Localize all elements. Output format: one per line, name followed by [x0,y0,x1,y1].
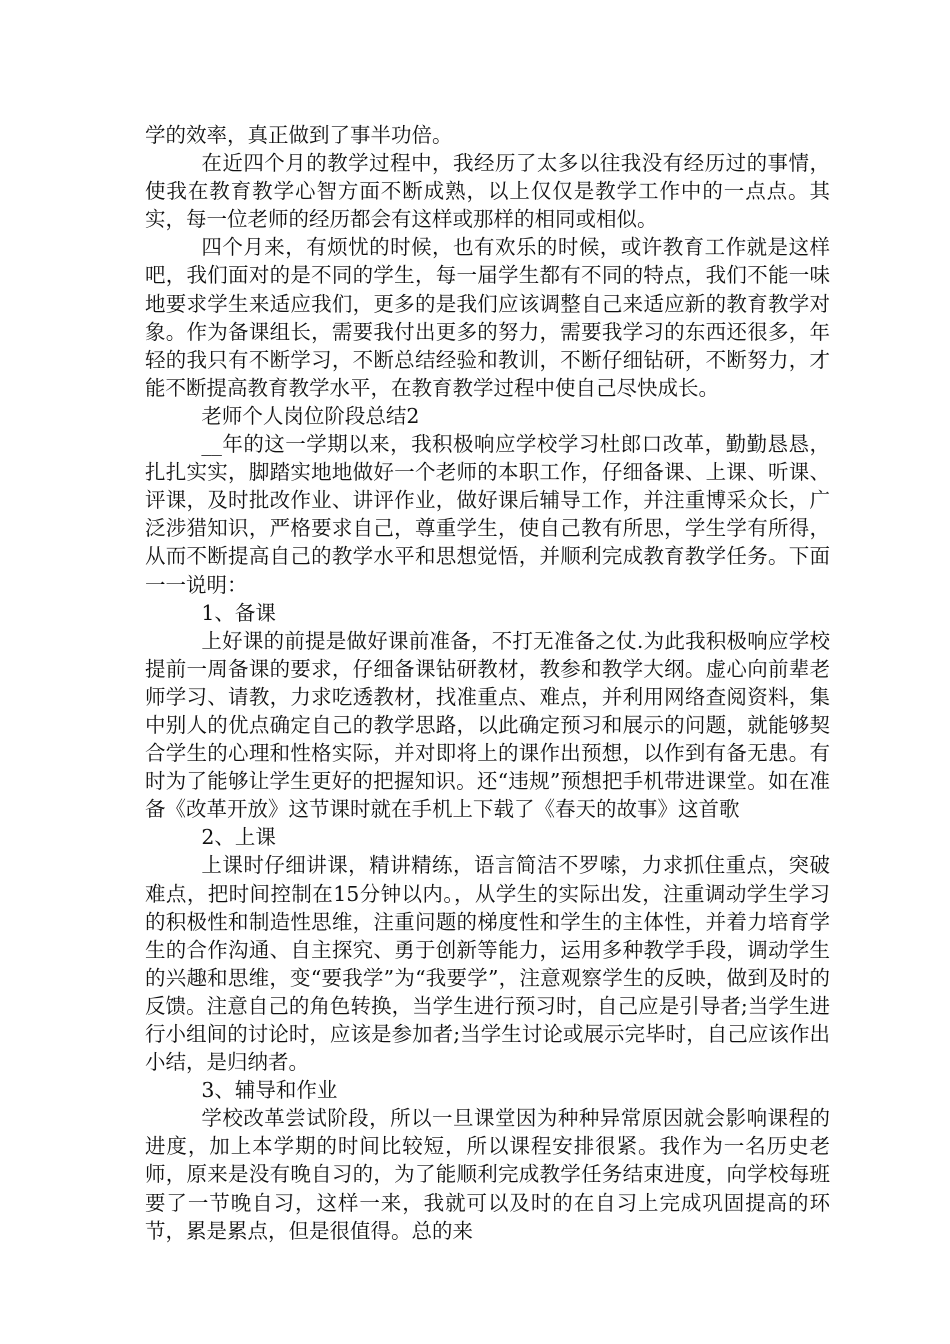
paragraph-efficiency-ending: 学的效率，真正做到了事半功倍。 [145,123,453,147]
heading-lesson-prep: 1、备课 [201,600,276,625]
paragraph-tutoring-homework: 学校改革尝试阶段，所以一旦课堂因为种种异常原因就会影响课程的进度，加上本学期的时间比较短，所以课程安排很紧。我作为一名历史老师，原来是没有晚自习的，为了能顺利完成教学任务结束进度，向学校每班要了一节晚自习，这样一来，我就可以及时的在自习上完成巩固提高的环节，累是累点，但是很值得。总的来 [145,1106,830,1243]
heading-teaching: 2、上课 [201,825,276,850]
document-body [145,121,830,1245]
section-title-summary-2: 老师个人岗位阶段总结2 [201,403,420,428]
paragraph-teaching: 上课时仔细讲课，精讲精练，语言简洁不罗嗦，力求抓住重点，突破难点，把时间控制在15分钟以内。，从学生的实际出发，注重调动学生学习的积极性和制造性思维，注重问题的梯度性和学生的主体性，并着力培育学生的合作沟通、自主探究、勇于创新等能力，运用多种教学手段，调动学生的兴趣和思维，变“要我学”为“我要学”，注意观察学生的反映，做到及时的反馈。注意自己的角色转换，当学生进行预习时，自己应是引导者;当学生进行小组间的讨论时，应该是参加者;当学生讨论或展示完毕时，自己应该作出小结，是归纳者。 [145,853,830,1075]
paragraph-four-months-reflection: 四个月来，有烦忧的时候，也有欢乐的时候，或许教育工作就是这样吧，我们面对的是不同的学生，每一届学生都有不同的特点，我们不能一味地要求学生来适应我们，更多的是我们应该调整自己来适应新的教育教学对象。作为备课组长，需要我付出更多的努力，需要我学习的东西还很多，年轻的我只有不断学习，不断总结经验和教训，不断仔细钻研，不断努力，才能不断提高教育教学水平，在教育教学过程中使自己尽快成长。 [145,235,830,400]
heading-tutoring-homework: 3、辅导和作业 [201,1078,338,1103]
paragraph-lesson-prep: 上好课的前提是做好课前准备，不打无准备之仗.为此我积极响应学校提前一周备课的要求，仔细备课钻研教材，教参和教学大纲。虚心向前辈老师学习、请教，力求吃透教材，找准重点、难点，并利用网络查阅资料，集中别人的优点确定自己的教学思路，以此确定预习和展示的问题，就能够契合学生的心理和性格实际，并对即将上的课作出预想，以作到有备无患。有时为了能够让学生更好的把握知识。还“违规”预想把手机带进课堂。如在准备《改革开放》这节课时就在手机上下载了《春天的故事》这首歌 [145,628,830,822]
paragraph-four-months-teaching: 在近四个月的教学过程中，我经历了太多以往我没有经历过的事情，使我在教育教学心智方面不断成熟，以上仅仅是教学工作中的一点点。其实，每一位老师的经历都会有这样或那样的相同或相似。 [145,151,830,232]
paragraph-semester-intro: __年的这一学期以来，我积极响应学校学习杜郎口改革，勤勤恳恳，扎扎实实，脚踏实地地做好一个老师的本职工作，仔细备课、上课、听课、评课，及时批改作业、讲评作业，做好课后辅导工作，并注重博采众长，广泛涉猎知识，严格要求自己，尊重学生，使自己教有所思，学生学有所得，从而不断提高自己的教学水平和思想觉悟，并顺利完成教育教学任务。下面一一说明： [145,432,830,597]
